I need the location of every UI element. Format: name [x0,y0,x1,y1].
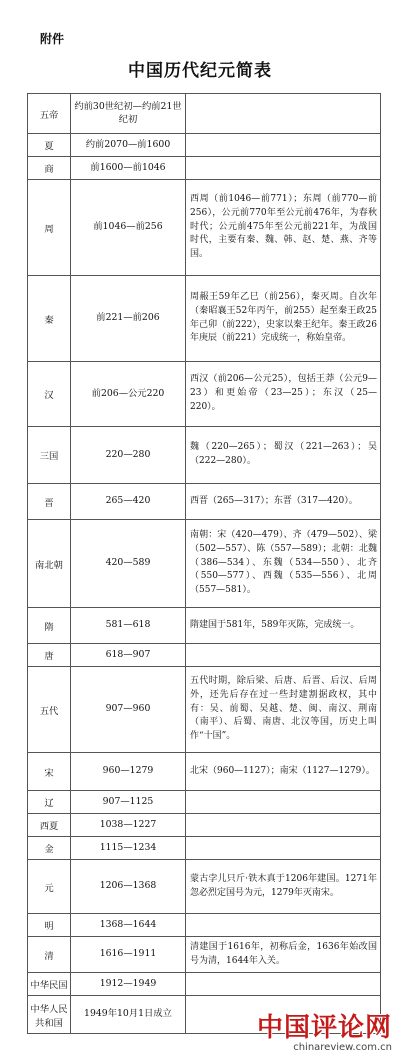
attachment-label: 附件 [40,32,65,46]
dynasty-note: 西晋（265—317）；东晋（317—420）。 [186,484,381,520]
table-row [28,520,381,608]
table-row [28,134,381,157]
dynasty-period: 1949年10月1日成立 [71,996,186,1034]
dynasty-period: 1115—1234 [71,837,186,860]
dynasty-period: 618—907 [71,644,186,667]
dynasty-name: 周 [28,180,71,276]
dynasty-period: 581—618 [71,608,186,644]
dynasty-name: 晋 [28,484,71,520]
dynasty-period: 1038—1227 [71,814,186,837]
dynasty-note [186,973,381,996]
dynasty-note [186,914,381,937]
table-row [28,180,381,276]
table-row [28,837,381,860]
dynasty-name: 元 [28,860,71,914]
dynasty-name: 辽 [28,791,71,814]
dynasty-name: 商 [28,157,71,180]
site-watermark [257,1007,392,1053]
table-row [28,484,381,520]
dynasty-period: 220—280 [71,427,186,484]
table-row [28,753,381,791]
dynasty-note: 北宋（960—1127）；南宋（1127—1279）。 [186,753,381,791]
dynasty-name: 隋 [28,608,71,644]
dynasty-name: 西夏 [28,814,71,837]
dynasty-note [186,94,381,134]
table-row [28,791,381,814]
dynasty-period: 约前30世纪初—约前21世纪初 [71,94,186,134]
dynasty-name: 唐 [28,644,71,667]
table-row [28,973,381,996]
dynasty-note: 隋建国于581年，589年灭陈，完成统一。 [186,608,381,644]
dynasty-name: 宋 [28,753,71,791]
dynasty-period: 1912—1949 [71,973,186,996]
table-row [28,157,381,180]
table-row [28,94,381,134]
dynasty-note [186,837,381,860]
dynasty-note: 周赧王59年乙巳（前256），秦灭周。自次年（秦昭襄王52年丙午，前255）起至秦王政25年己卯（前222），史家以秦王纪年。秦王政26年庚辰（前221）完成统一，称始皇帝。 [186,276,381,362]
dynasty-name: 五代 [28,667,71,753]
page-title: 中国历代纪元简表 [128,61,272,81]
table-row [28,860,381,914]
dynasty-period: 前206—公元220 [71,362,186,427]
dynasty-period: 1206—1368 [71,860,186,914]
dynasty-name: 中华人民共和国 [28,996,71,1034]
dynasty-note [186,157,381,180]
dynasty-period: 1368—1644 [71,914,186,937]
dynasty-period: 907—960 [71,667,186,753]
dynasty-name: 三国 [28,427,71,484]
table-row [28,814,381,837]
dynasty-note: 南朝：宋（420—479）、齐（479—502）、梁（502—557）、陈（557—589）；北朝：北魏（386—534）、东魏（534—550）、北齐（550—577）、西魏（535—556）、北周（557—581）。 [186,520,381,608]
table-row [28,667,381,753]
dynasty-period: 960—1279 [71,753,186,791]
dynasty-note: 五代时期，除后梁、后唐、后晋、后汉、后周外，还先后存在过一些封建割据政权，其中有：吴、前蜀、吴越、楚、闽、南汉、荆南（南平）、后蜀、南唐、北汉等国，历史上叫作“十国”。 [186,667,381,753]
dynasty-name: 南北朝 [28,520,71,608]
table-row [28,937,381,973]
dynasty-note: 清建国于1616年，初称后金，1636年始改国号为清，1644年入关。 [186,937,381,973]
dynasty-note [186,814,381,837]
dynasty-period: 907—1125 [71,791,186,814]
dynasty-note [186,644,381,667]
dynasty-name: 明 [28,914,71,937]
dynasty-period: 420—589 [71,520,186,608]
table-row [28,644,381,667]
watermark-url: chinareview.com.cn [293,1042,392,1053]
dynasty-name: 清 [28,937,71,973]
dynasty-note [186,791,381,814]
dynasty-period: 约前2070—前1600 [71,134,186,157]
table-row [28,608,381,644]
dynasty-note: 魏（220—265）；蜀汉（221—263）；吴（222—280）。 [186,427,381,484]
dynasty-note: 西汉（前206—公元25），包括王莽（公元9—23）和更始帝（23—25）；东汉（25—220）。 [186,362,381,427]
dynasty-table [27,93,381,1034]
table-row [28,276,381,362]
table-row [28,427,381,484]
dynasty-period: 1616—1911 [71,937,186,973]
dynasty-period: 前221—前206 [71,276,186,362]
dynasty-name: 五帝 [28,94,71,134]
dynasty-name: 秦 [28,276,71,362]
dynasty-name: 夏 [28,134,71,157]
dynasty-note: 蒙古孛儿只斤·铁木真于1206年建国。1271年忽必烈定国号为元，1279年灭南宋。 [186,860,381,914]
watermark-logo-text: 中国评论网 [256,1013,392,1043]
dynasty-name: 中华民国 [28,973,71,996]
table-row [28,362,381,427]
dynasty-note: 西周（前1046—前771）；东周（前770—前256），公元前770年至公元前476年，为春秋时代；公元前475年至公元前221年，为战国时代，主要有秦、魏、韩、赵、楚、燕、齐等国。 [186,180,381,276]
dynasty-period: 前1046—前256 [71,180,186,276]
dynasty-note [186,134,381,157]
dynasty-period: 265—420 [71,484,186,520]
dynasty-name: 汉 [28,362,71,427]
dynasty-name: 金 [28,837,71,860]
table-row [28,914,381,937]
dynasty-period: 前1600—前1046 [71,157,186,180]
